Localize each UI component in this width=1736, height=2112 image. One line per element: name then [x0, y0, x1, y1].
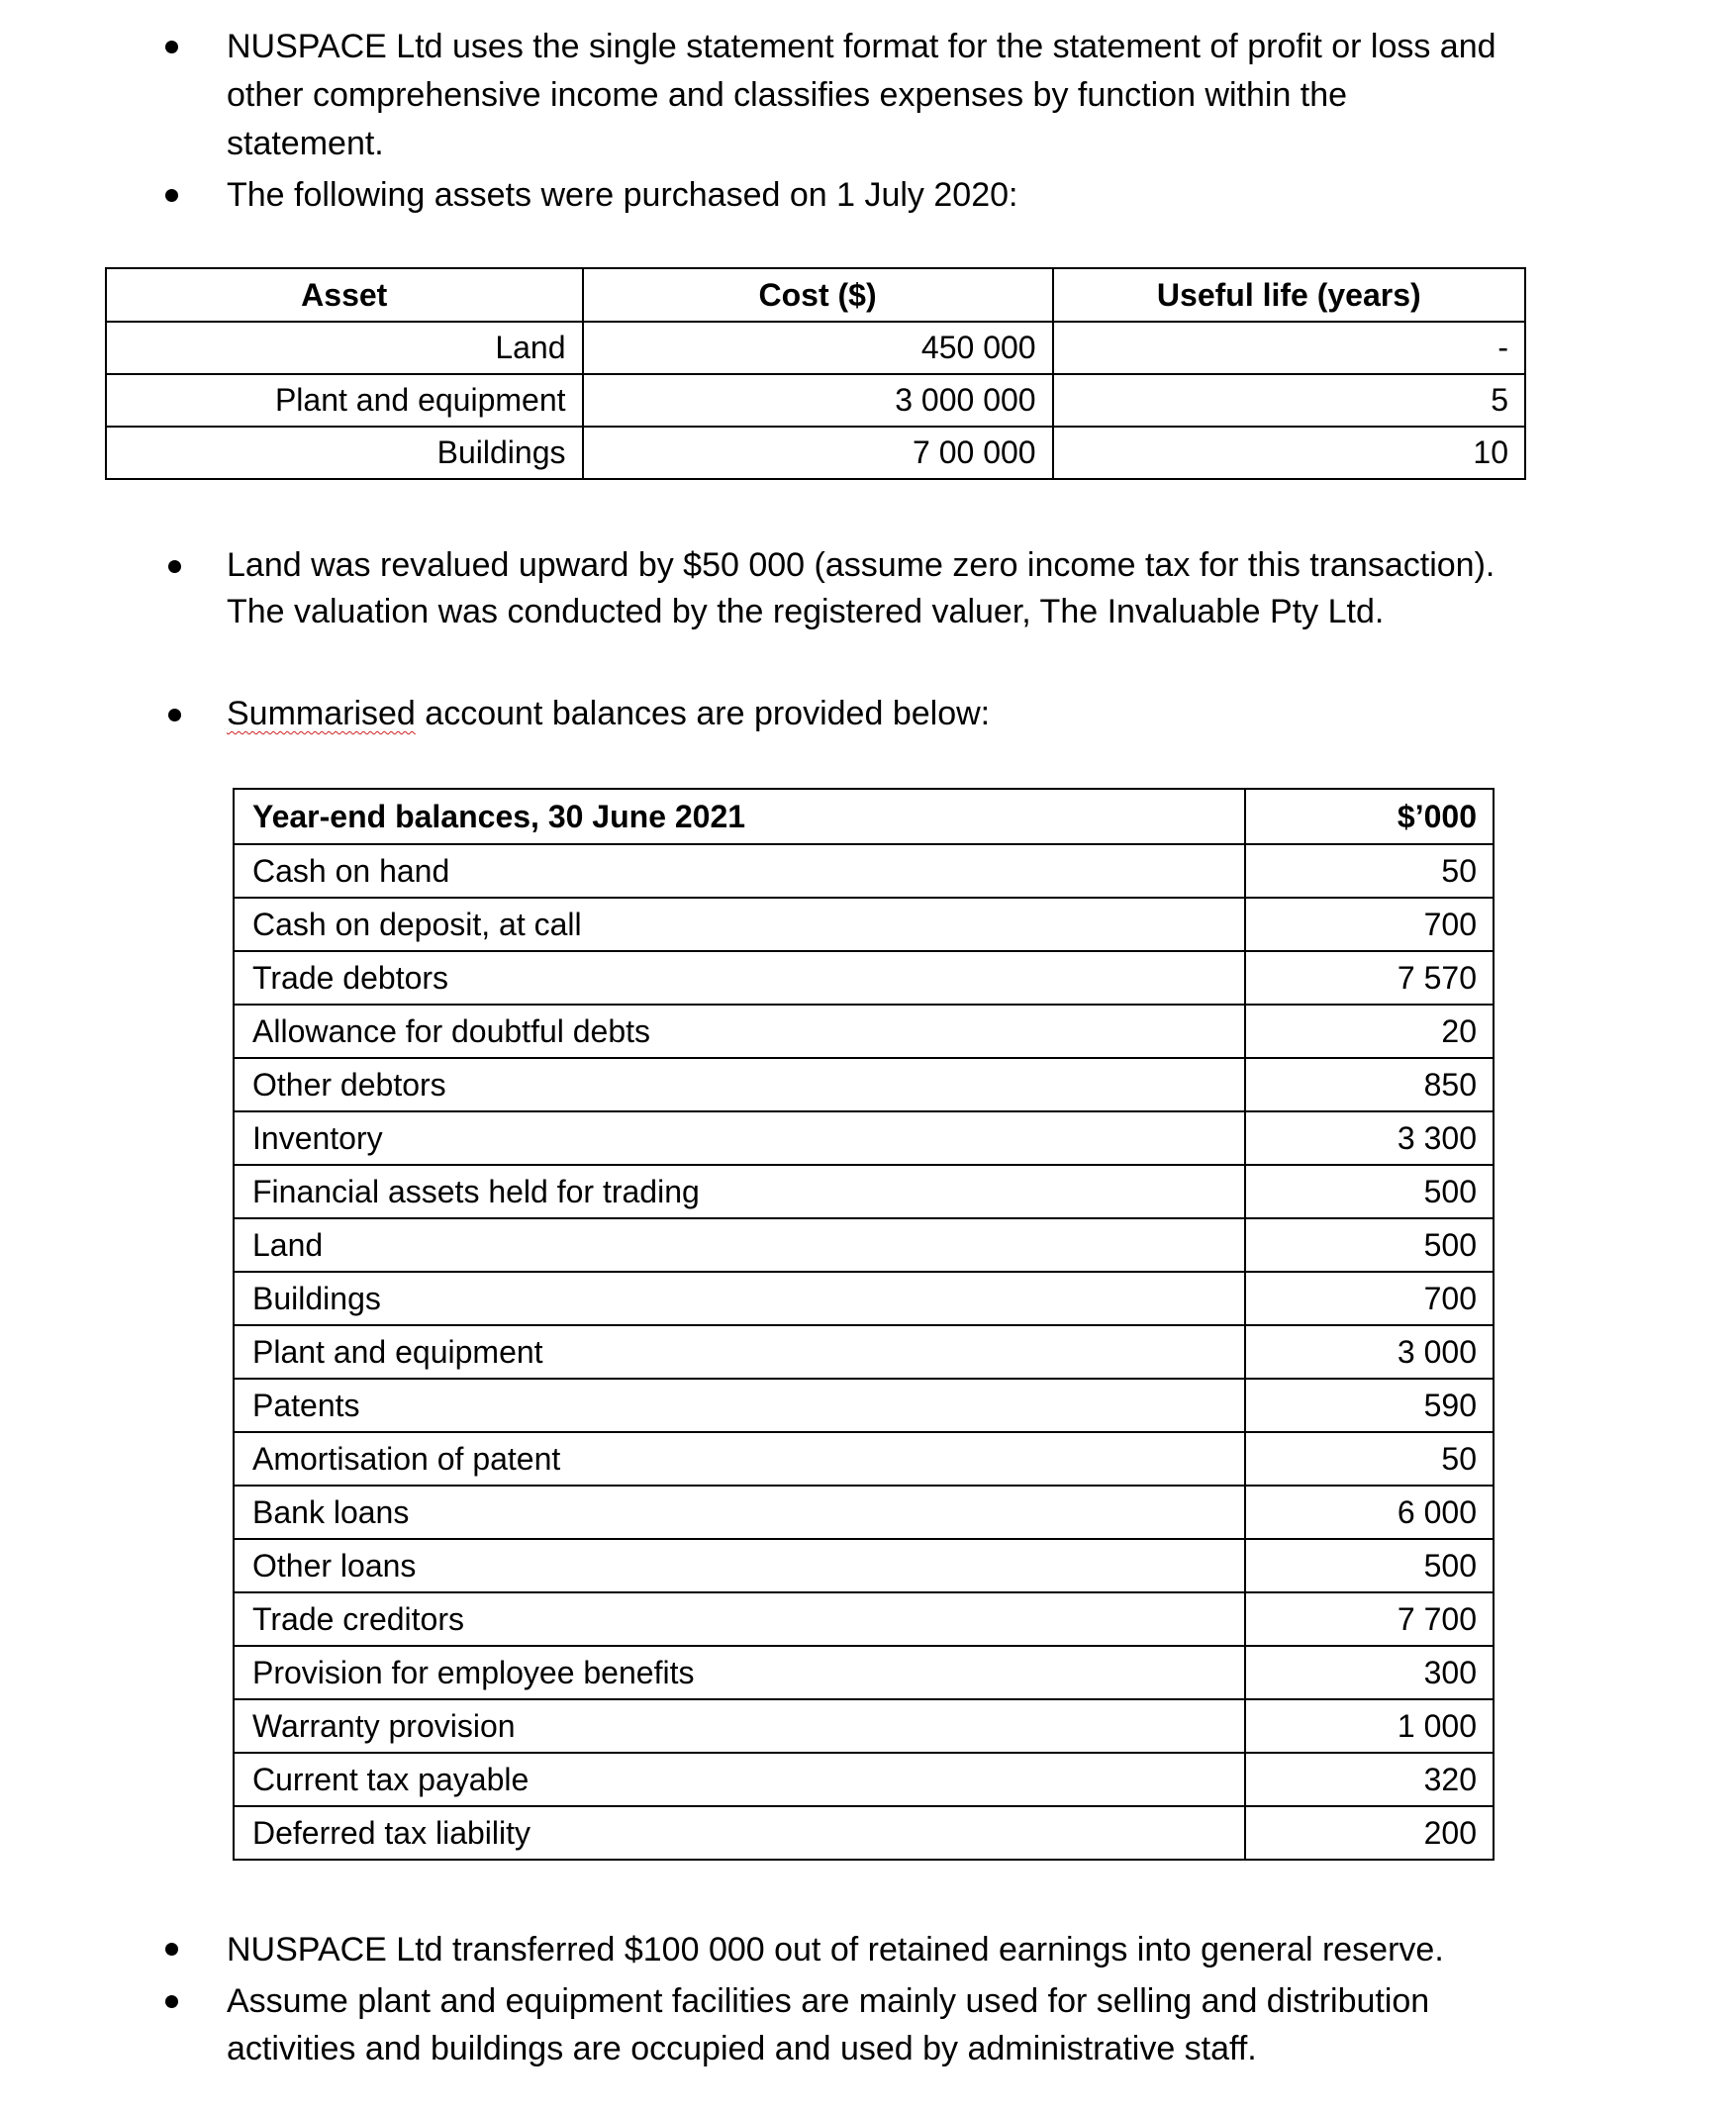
account-label: Land	[234, 1218, 1245, 1272]
assets-intro-text: The following assets were purchased on 1 July 2020:	[227, 176, 1018, 214]
account-label: Financial assets held for trading	[234, 1165, 1245, 1218]
table-row	[106, 322, 1525, 374]
asset-name: Land	[106, 322, 583, 374]
table-row	[234, 1111, 1494, 1165]
asset-name: Plant and equipment	[106, 374, 583, 427]
account-value: 7 700	[1245, 1592, 1494, 1646]
asset-cost: 450 000	[583, 322, 1053, 374]
asset-life: -	[1053, 322, 1525, 374]
bullet-icon	[168, 709, 181, 721]
account-value: 850	[1245, 1058, 1494, 1111]
revaluation-text-line-2: The valuation was conducted by the registered valuer, The Invaluable Pty Ltd.	[227, 593, 1385, 630]
account-label: Amortisation of patent	[234, 1432, 1245, 1486]
account-label: Other loans	[234, 1539, 1245, 1592]
reserve-transfer-text: NUSPACE Ltd transferred $100 000 out of retained earnings into general reserve.	[227, 1931, 1444, 1968]
asset-life: 5	[1053, 374, 1525, 427]
account-value: 500	[1245, 1218, 1494, 1272]
account-value: 500	[1245, 1165, 1494, 1218]
account-value: 7 570	[1245, 951, 1494, 1005]
account-label: Provision for employee benefits	[234, 1646, 1245, 1699]
account-label: Plant and equipment	[234, 1325, 1245, 1379]
header-amount-unit: $’000	[1245, 789, 1494, 844]
account-value: 300	[1245, 1646, 1494, 1699]
bullet-icon	[165, 1943, 178, 1956]
account-value: 700	[1245, 898, 1494, 951]
asset-cost: 7 00 000	[583, 427, 1053, 479]
table-row	[234, 1058, 1494, 1111]
table-row	[234, 951, 1494, 1005]
account-value: 3 000	[1245, 1325, 1494, 1379]
account-label: Cash on hand	[234, 844, 1245, 898]
account-label: Deferred tax liability	[234, 1806, 1245, 1860]
table-row	[234, 1646, 1494, 1699]
table-row	[234, 1165, 1494, 1218]
intro-text-line-1: NUSPACE Ltd uses the single statement format for the statement of profit or loss and	[227, 28, 1496, 65]
account-value: 590	[1245, 1379, 1494, 1432]
account-value: 50	[1245, 844, 1494, 898]
table-row	[234, 1486, 1494, 1539]
balances-table	[233, 788, 1495, 1861]
table-row	[234, 1432, 1494, 1486]
intro-text-line-3: statement.	[227, 125, 384, 162]
account-value: 20	[1245, 1005, 1494, 1058]
account-value: 50	[1245, 1432, 1494, 1486]
revaluation-text-line-1: Land was revalued upward by $50 000 (assume zero income tax for this transaction).	[227, 546, 1495, 584]
account-label: Warranty provision	[234, 1699, 1245, 1753]
table-row	[234, 1218, 1494, 1272]
table-row	[234, 1592, 1494, 1646]
account-value: 3 300	[1245, 1111, 1494, 1165]
asset-life: 10	[1053, 427, 1525, 479]
summary-text-rest: account balances are provided below:	[415, 695, 991, 732]
asset-cost: 3 000 000	[583, 374, 1053, 427]
balances-table-header-row	[234, 789, 1494, 844]
table-row	[234, 1379, 1494, 1432]
header-useful-life: Useful life (years)	[1053, 268, 1525, 322]
bullet-icon	[165, 41, 178, 53]
table-row	[234, 1272, 1494, 1325]
account-label: Patents	[234, 1379, 1245, 1432]
table-row	[234, 1699, 1494, 1753]
account-label: Inventory	[234, 1111, 1245, 1165]
account-label: Allowance for doubtful debts	[234, 1005, 1245, 1058]
bullet-icon	[168, 560, 181, 573]
table-row	[106, 374, 1525, 427]
intro-text-line-2: other comprehensive income and classifies expenses by function within the	[227, 76, 1348, 114]
table-row	[234, 1806, 1494, 1860]
account-label: Cash on deposit, at call	[234, 898, 1245, 951]
account-label: Trade creditors	[234, 1592, 1245, 1646]
table-row	[234, 898, 1494, 951]
assumption-text-line-1: Assume plant and equipment facilities are mainly used for selling and distribution	[227, 1982, 1430, 2020]
account-value: 500	[1245, 1539, 1494, 1592]
account-label: Buildings	[234, 1272, 1245, 1325]
account-label: Trade debtors	[234, 951, 1245, 1005]
bullet-icon	[165, 189, 178, 202]
header-year-end-balances: Year-end balances, 30 June 2021	[234, 789, 1245, 844]
table-row	[106, 427, 1525, 479]
account-value: 700	[1245, 1272, 1494, 1325]
header-cost: Cost ($)	[583, 268, 1053, 322]
account-value: 6 000	[1245, 1486, 1494, 1539]
summary-text	[227, 694, 990, 733]
spellcheck-flagged-word: Summarised	[227, 695, 416, 732]
account-label: Other debtors	[234, 1058, 1245, 1111]
table-row	[234, 1005, 1494, 1058]
table-row	[234, 844, 1494, 898]
table-row	[234, 1753, 1494, 1806]
header-asset: Asset	[106, 268, 583, 322]
account-value: 200	[1245, 1806, 1494, 1860]
table-row	[234, 1539, 1494, 1592]
account-label: Current tax payable	[234, 1753, 1245, 1806]
account-value: 320	[1245, 1753, 1494, 1806]
account-value: 1 000	[1245, 1699, 1494, 1753]
assets-table	[105, 267, 1526, 480]
bullet-icon	[165, 1995, 178, 2008]
account-label: Bank loans	[234, 1486, 1245, 1539]
asset-name: Buildings	[106, 427, 583, 479]
assumption-text-line-2: activities and buildings are occupied and used by administrative staff.	[227, 2030, 1257, 2067]
assets-table-header-row	[106, 268, 1525, 322]
table-row	[234, 1325, 1494, 1379]
